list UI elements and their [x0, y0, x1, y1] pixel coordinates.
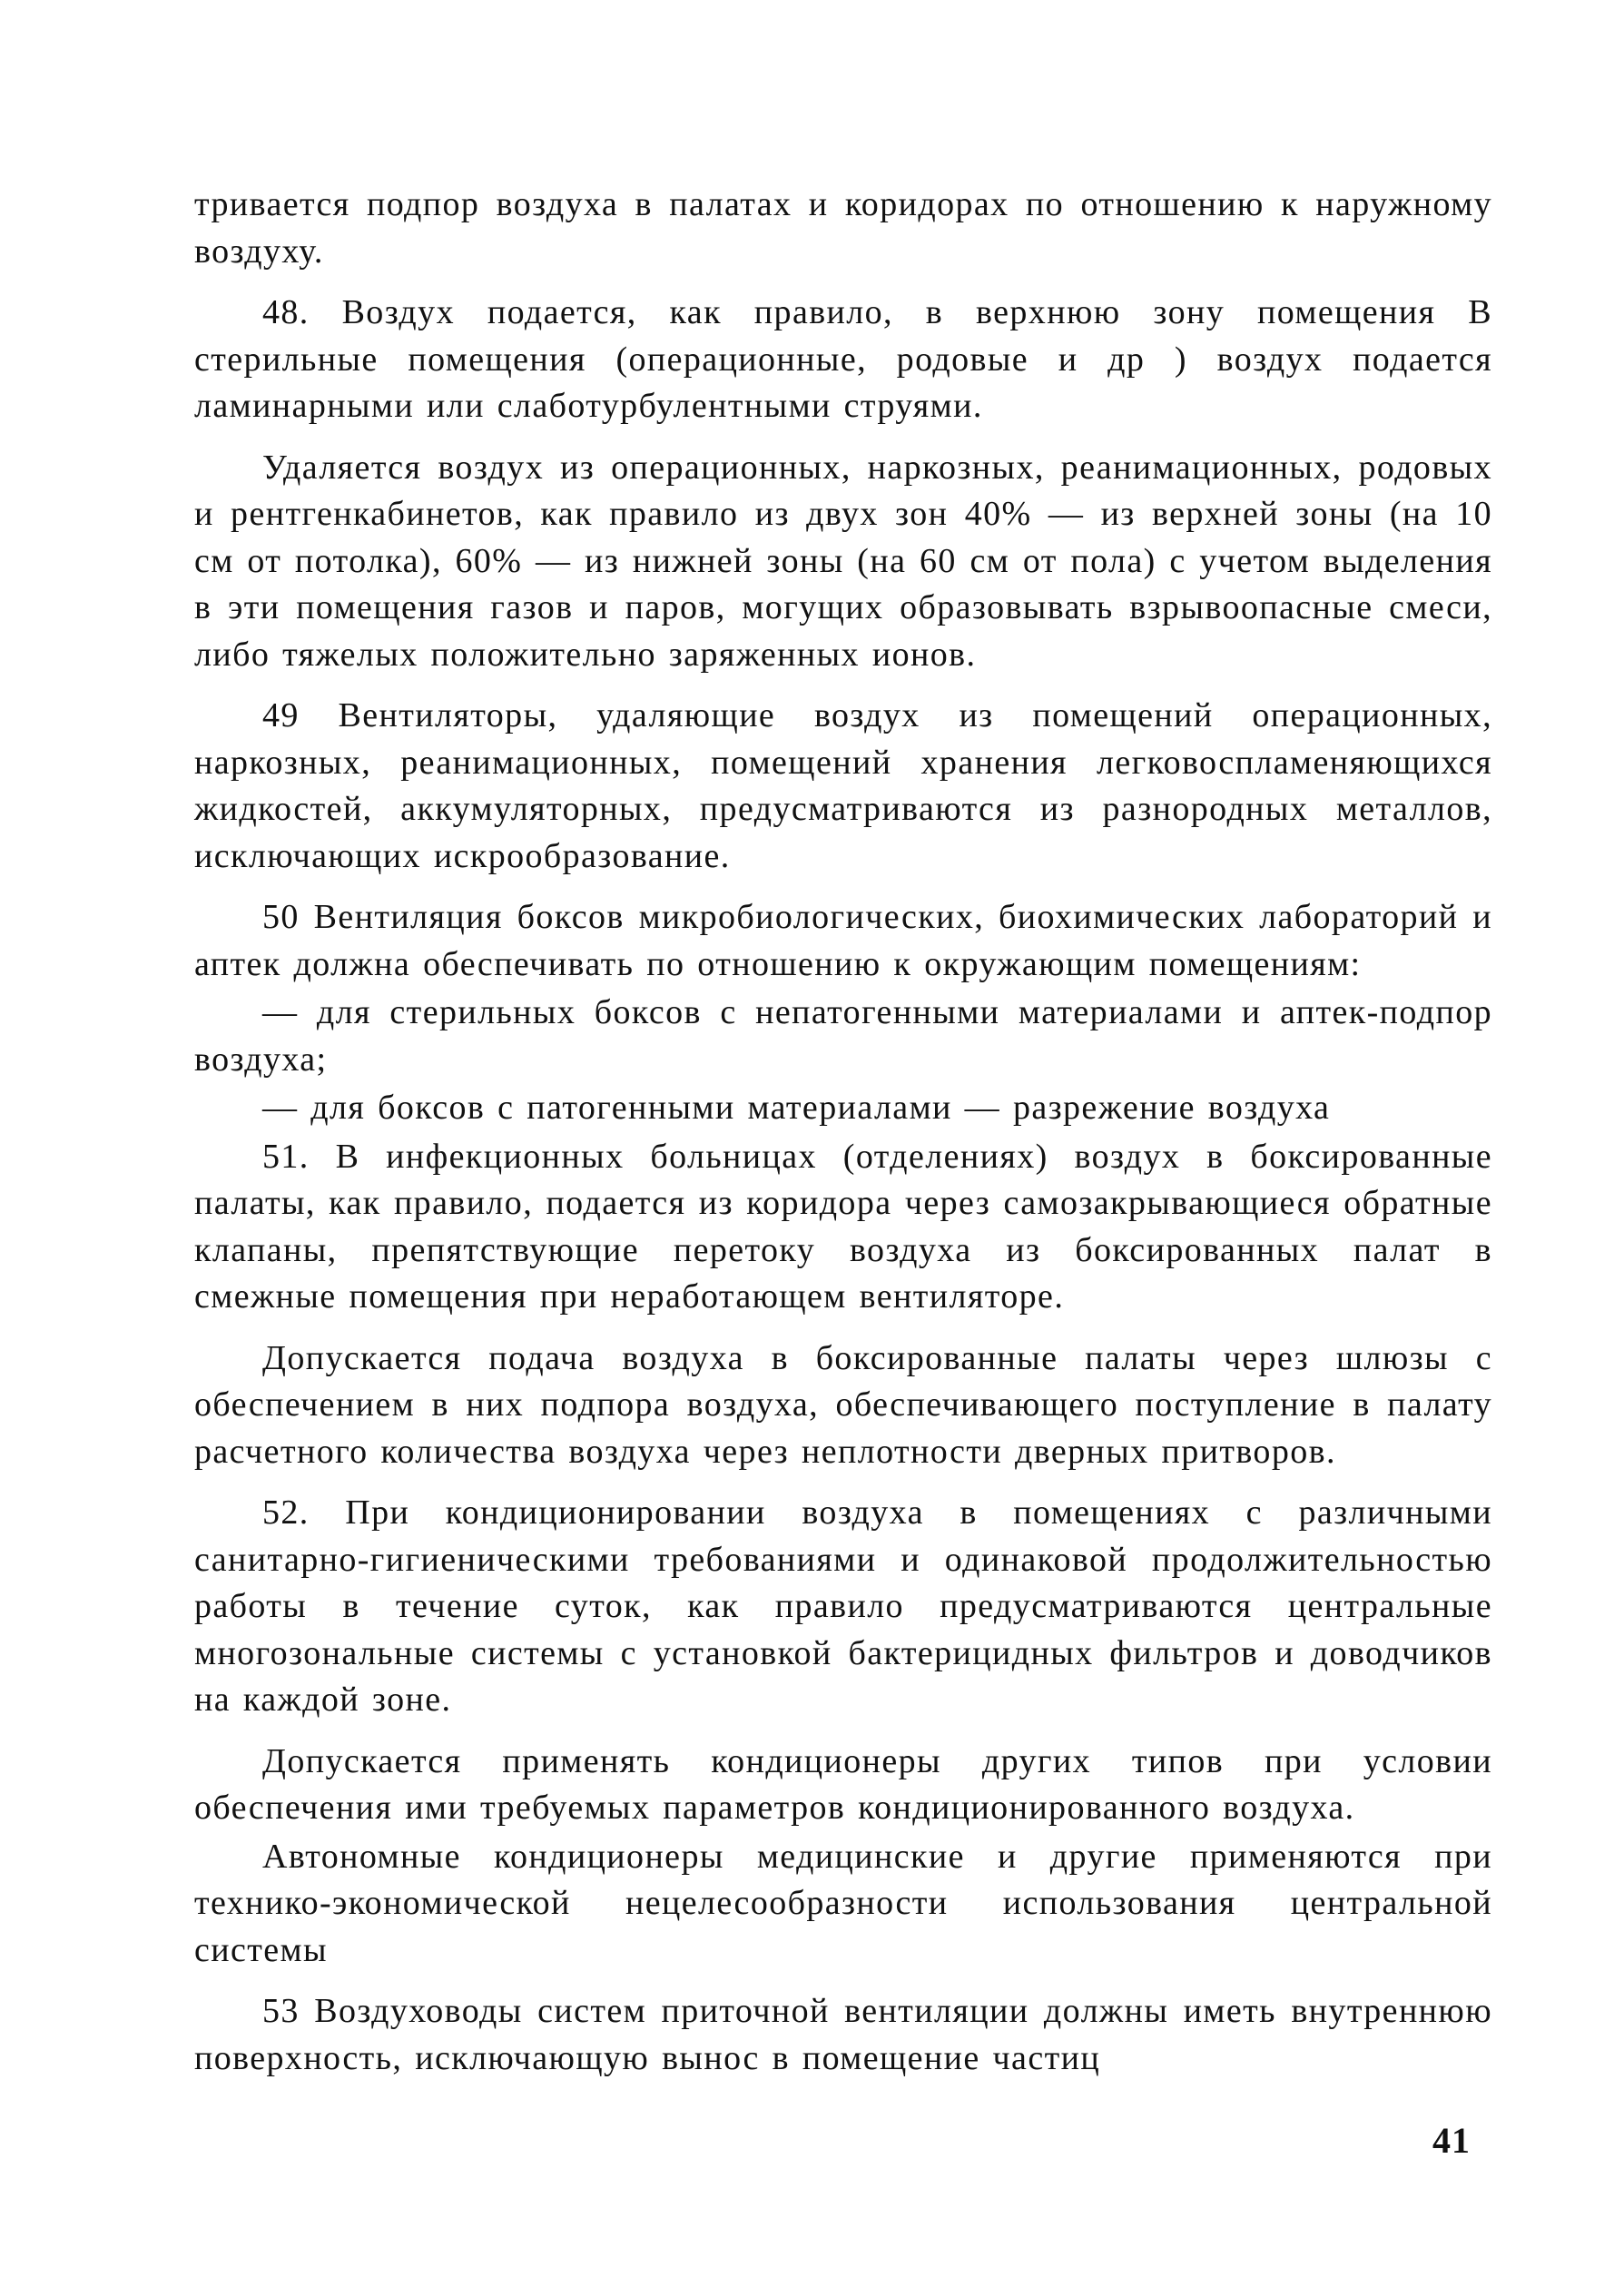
paragraph-53: 53 Воздуховоды систем приточной вентиляции должны иметь внутреннюю поверхность, исключающую вынос в помещение частиц: [194, 1992, 1492, 2077]
paragraph-autonomous-conditioners: Автономные кондиционеры медицинские и другие применяются при технико-экономической нецелесообразности использования центральной системы: [194, 1837, 1492, 1969]
list-item-pathogenic-boxes: — для боксов с патогенными материалами — разрежение воздуха: [262, 1089, 1331, 1127]
document-body: [194, 182, 1492, 2096]
paragraph-airlocks: Допускается подача воздуха в боксированные палаты через шлюзы с обеспечением в них подпора воздуха, обеспечивающего поступление в палату расчетного количества воздуха через неплотности дверных притворов.: [194, 1338, 1492, 1471]
paragraph-48: 48. Воздух подается, как правило, в верхнюю зону помещения В стерильные помещения (операционные, родовые и др ) воздух подается ламинарными или слаботурбулентными струями.: [194, 293, 1492, 425]
paragraph-50: 50 Вентиляция боксов микробиологических, биохимических лабораторий и аптек должна обеспечивать по отношению к окружающим помещениям:: [194, 898, 1492, 983]
paragraph-other-conditioners: Допускается применять кондиционеры других типов при условии обеспечения ими требуемых параметров кондиционированного воздуха.: [194, 1741, 1492, 1827]
paragraph-51: 51. В инфекционных больницах (отделениях) воздух в боксированные палаты, как правило, подается из коридора через самозакрывающиеся обратные клапаны, препятствующие перетоку воздуха из боксированных палат в смежные помещения при неработающем вентиляторе.: [194, 1137, 1492, 1316]
paragraph-continuation: тривается подпор воздуха в палатах и коридорах по отношению к наружному воздуху.: [194, 185, 1492, 271]
paragraph-exhaust-zones: Удаляется воздух из операционных, наркозных, реанимационных, родовых и рентгенкабинетов, как правило из двух зон 40% — из верхней зоны (на 10 см от потолка), 60% — из нижней зоны (на 60 см от пола) с учетом выделения в эти помещения газов и паров, могущих образовывать взрывоопасные смеси, либо тяжелых положительно заряженных ионов.: [194, 448, 1492, 674]
page-number: 41: [1432, 2120, 1471, 2161]
list-item-sterile-boxes: — для стерильных боксов с непатогенными материалами и аптек-подпор воздуха;: [194, 993, 1492, 1079]
paragraph-52: 52. При кондиционировании воздуха в помещениях с различными санитарно-гигиеническими требованиями и одинаковой продолжительностью работы в течение суток, как правило предусматриваются центральные многозональные системы с установкой бактерицидных фильтров и доводчиков на каждой зоне.: [194, 1493, 1492, 1719]
paragraph-49: 49 Вентиляторы, удаляющие воздух из помещений операционных, наркозных, реанимационных, помещений хранения легковоспламеняющихся жидкостей, аккумуляторных, предусматриваются из разнородных металлов, исключающих искрообразование.: [194, 696, 1492, 875]
